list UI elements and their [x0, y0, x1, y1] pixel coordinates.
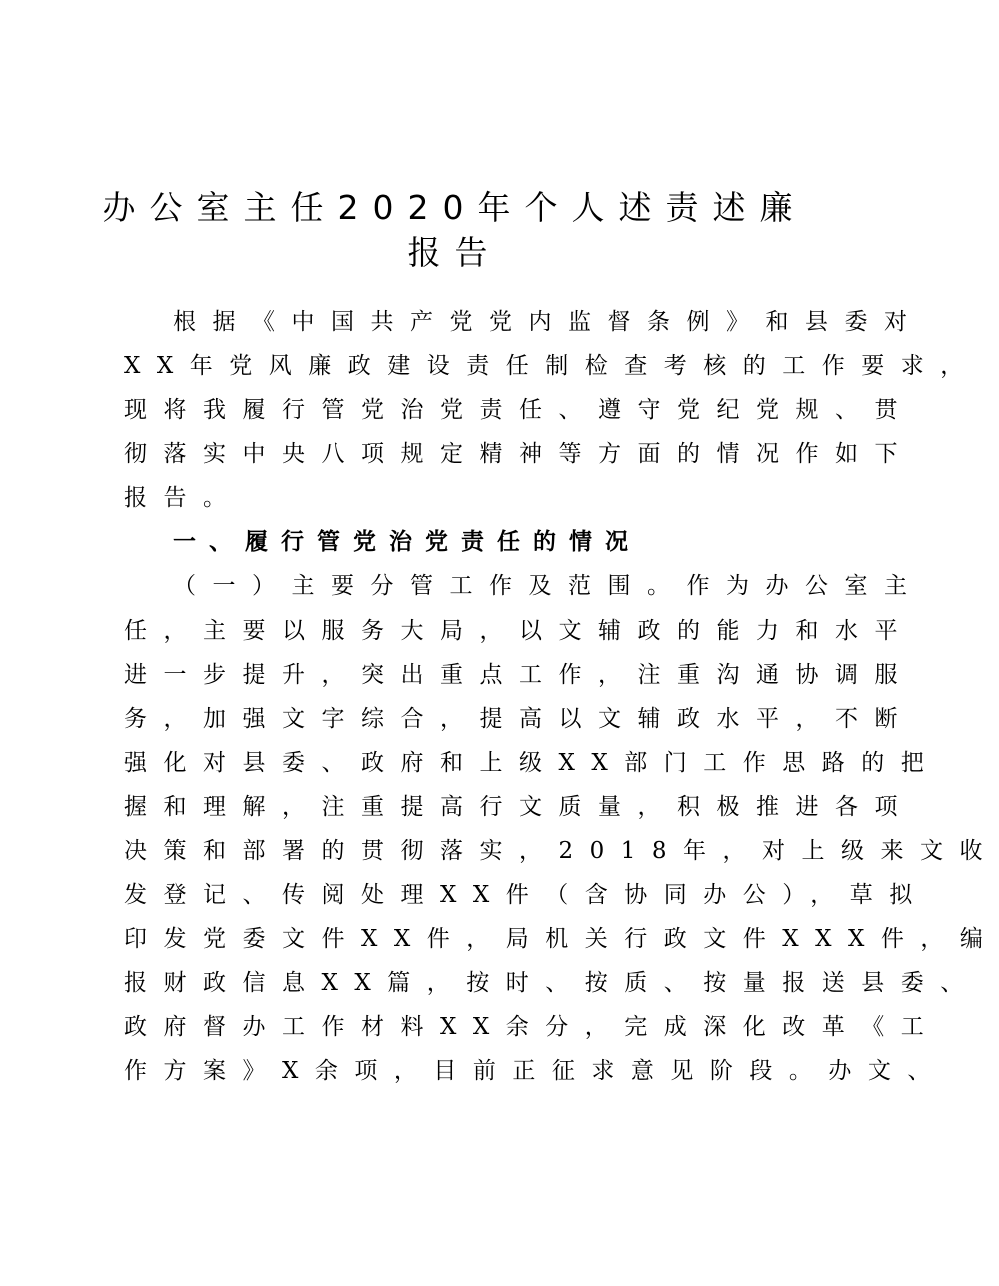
- document-title-line-2: 报告: [407, 233, 502, 272]
- paragraph-2-line: 握和理解，注重提高行文质量，积极推进各项: [124, 794, 914, 820]
- paragraph-2-line: 印发党委文件XX件，局机关行政文件XXX件，编: [124, 926, 999, 952]
- section-1-heading: 一、履行管党治党责任的情况: [173, 529, 641, 555]
- paragraph-1-line: XX年党风廉政建设责任制检查考核的工作要求，: [124, 353, 980, 379]
- paragraph-2-line: 进一步提升，突出重点工作，注重沟通协调服: [124, 662, 914, 688]
- paragraph-1-line: 彻落实中央八项规定精神等方面的情况作如下: [124, 441, 914, 467]
- paragraph-1-line: 根据《中国共产党党内监督条例》和县委对: [173, 309, 924, 335]
- paragraph-1-line: 现将我履行管党治党责任、遵守党纪党规、贯: [124, 397, 914, 423]
- paragraph-2-line: 作方案》X余项，目前正征求意见阶段。办文、: [124, 1058, 947, 1084]
- paragraph-2-line: 决策和部署的贯彻落实，2018年，对上级来文收: [124, 838, 999, 864]
- paragraph-2-line: 强化对县委、政府和上级XX部门工作思路的把: [124, 750, 941, 776]
- paragraph-1-line: 报告。: [124, 485, 243, 511]
- paragraph-2-line: 务，加强文字综合，提高以文辅政水平，不断: [124, 706, 914, 732]
- document-title-line-1: 办公室主任2020年个人述责述廉: [102, 188, 807, 227]
- paragraph-2-line: 报财政信息XX篇，按时、按质、按量报送县委、: [124, 970, 980, 996]
- paragraph-2-line: 发登记、传阅处理XX件（含协同办公），草拟: [124, 882, 929, 908]
- paragraph-2-line: （一）主要分管工作及范围。作为办公室主: [173, 573, 924, 599]
- paragraph-2-line: 政府督办工作材料XX余分，完成深化改革《工: [124, 1014, 941, 1040]
- paragraph-2-line: 任，主要以服务大局，以文辅政的能力和水平: [124, 618, 914, 644]
